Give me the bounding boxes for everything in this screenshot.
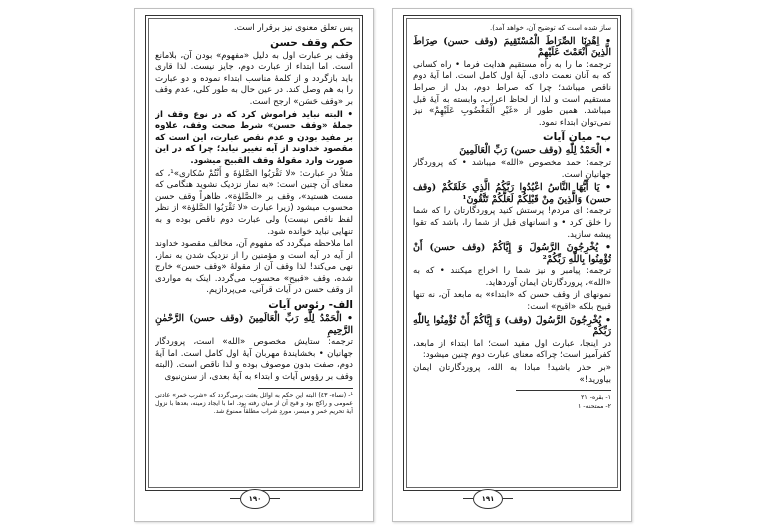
right-page-text <box>413 23 611 483</box>
header-line: ساز شده است که توضیح آن، خواهد آمد). <box>490 24 611 32</box>
page-number-badge <box>240 489 270 509</box>
paragraph: ترجمه: ما را به راه مستقیم هدایت فرما • راه کسانی که به آنان نعمت دادی. آیهٔ اول کامل است. اما آیهٔ دوم ناقص میباشد؛ چرا که صراط دوم، بدل از صراط مستقیم است و لذا از لحاظ اعراب، وابسته به آیهٔ قبل میباشد. همین طور از «غَيْرِ الْمَغْضُوبِ عَلَيْهِمْ» نیز نمی‌توان ابتداء نمود. <box>413 59 611 128</box>
intro-line: پس تعلق معنوی نیز برقرار است. <box>233 23 353 33</box>
paragraph: ترجمه: ای مردم! پرستش کنید پروردگارتان را که شما را خلق کرد • و انسانهای قبل از شما را، باشد که تقوا پیشه سازید. <box>413 206 611 240</box>
left-page-text <box>155 23 353 483</box>
subsection-heading: ب- میان آیات <box>543 131 611 144</box>
paragraph: ترجمه: ستایش مخصوص «الله» است، پروردگار جهانیان • بخشایندهٔ مهربان آیهٔ اول کامل است. اما آیهٔ دوم، صفت بدون موصوف بوده و لذا ناقص است. (البته وقف بر رؤوس آیات و ابتداء به آیهٔ بعدی، از سنن‌نبوی <box>155 337 353 383</box>
note-paragraph: • البته نباید فراموش کرد که در نوع وقف از جملهٔ «وقف حسن» شرط صحت وقف، علاوه بر مفید بودن و عدم نقص عبارت، این است که مقصود خداوند از آیه تغییر نیابد؛ چرا که در این صورت وارد مقولهٔ وقف القبیح میشود. <box>155 109 353 166</box>
paragraph: ترجمه: حمد مخصوص «الله» میباشد • که پروردگار جهانیان است. <box>413 157 611 180</box>
paragraph: «بر حذر باشید! مبادا به الله، پروردگارتان ایمان بیاورید!» <box>413 363 611 385</box>
quran-verse: • يُخْرِجُونَ الرَّسُولَ (وقف) وَ إِيَّاكُمْ أَنْ تُؤْمِنُوا بِاللّٰهِ رَبِّكُمْ <box>413 314 611 338</box>
right-page <box>392 8 632 522</box>
quran-verse: • الْحَمْدُ لِلّٰهِ رَبِّ الْعَالَمِينَ (وقف حسن) الرَّحْمٰنِ الرَّحِيمِ <box>155 313 353 336</box>
footnote-rule <box>258 388 353 389</box>
quran-verse: • يُخْرِجُونَ الرَّسُولَ وَ إِيَّاكُمْ (وقف حسن) أَنْ تُؤْمِنُوا بِاللّٰهِ رَبِّكُمْ² <box>413 242 611 265</box>
paragraph: ترجمه: پیامبر و نیز شما را اخراج میکنند • که به «الله»، پروردگارتان ایمان آوردهاید. <box>413 266 611 288</box>
footnote-rule <box>516 390 611 391</box>
footnote: ۱- بقره- ٢١ <box>581 394 611 402</box>
page-number: ١٩١ <box>481 495 495 503</box>
quran-verse: • الْحَمْدُ لِلّٰهِ (وقف حسن) رَبِّ الْعَالَمِينَ <box>459 145 611 157</box>
paragraph: وقف بر عبارت اول به دلیل «مفهوم» بودن آن، بلامانع است. اما ابتداء از عبارت دوم، جایز نیست. لذا قاری باید بازگردد و از کلمهٔ مناسب ابتداء نموده و دو عبارت را به هم وصل کند. در عین حال به طور کلی، عدم وقف بر «وقف حَسَن» ارجح است. <box>155 50 353 107</box>
left-page <box>134 8 374 522</box>
paragraph: نمونهای از وقف حسن که «ابتداء» به مابعد آن، نه تنها قبیح بلکه «اقبح» است: <box>413 290 611 313</box>
paragraph: اما ملاحظه میگردد که مفهوم آن، مخالف مقصود خداوند از آیه در آیه است و مؤمنین را از نزدیک شدن به نماز، نهی می‌کند! لذا وقف آن از مقولهٔ «وقف حسن» خارج شده، وقف «قبیح» محسوب می‌گردد. اینک به مواردی از وقف حسن در آیات قرآنی، می‌پردازیم. <box>155 239 353 296</box>
paragraph: در اینجا، عبارت اول مفید است؛ اما ابتداء از مابعد، کفرآمیز است؛ چراکه معنای عبارت دوم چنین میشود: <box>413 338 611 361</box>
footnote: ٢- ممتحنه- ١ <box>578 403 611 411</box>
page-number-badge <box>473 489 503 509</box>
page-number: ١٩٠ <box>248 495 262 503</box>
quran-verse: • يَا أَيُّهَا النَّاسُ اعْبُدُوا رَبَّكُمُ الَّذِي خَلَقَكُمْ (وقف حسن) وَالَّذِينَ مِنْ قَبْلِكُمْ لَعَلَّكُمْ تَتَّقُونَ¹ <box>413 182 611 205</box>
paragraph: مثلاً در عبارت: «لا تَقْرَبُوا الصَّلوٰةَ و أَنْتُمْ سُكاری»¹، که معنای آن چنین است: «به نماز نزدیک نشوید هنگامی که مست هستید»، وقف بر «الصَّلوٰة»، ظاهراً وقف حسن محسوب میشود (زیرا عبارت «لا تَقْرَبُوا الصَّلوٰة» از نظر لفظ ناقص نیست) ولی عبارت دوم ناقص بوده و به تنهایی نباید خوانده شود. <box>155 168 353 237</box>
quran-verse: • اِهْدِنَا الصِّرَاطَ الْمُسْتَقِيمَ (وقف حسن) صِرَاطَ الَّذِينَ أَنْعَمْتَ عَلَيْهِمْ <box>413 35 611 59</box>
subsection-heading: الف- رئوس آیات <box>268 299 353 312</box>
footnote: ¹- (نساء- ٤٣) البته این حکم به اوائل بعثت برمی‌گردد که «شرب خمر» عادتی عمومی و راکج بود و قبح آن از میان رفته بود. اما با ایجاد زمینه، بعدها با نزول آیهٔ تحریم خمر و میسر، موردِ شراب مطلقاً ممنوع شد. <box>155 391 353 415</box>
section-heading: حکم وقف حسن <box>270 36 353 49</box>
